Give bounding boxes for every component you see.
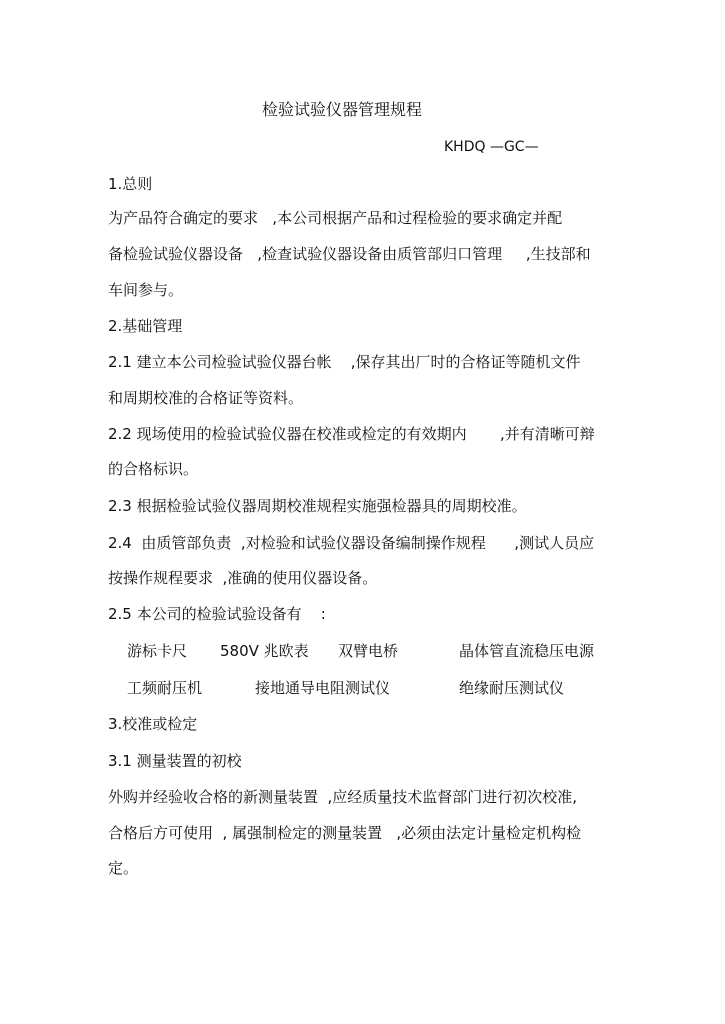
section-heading-1: 1.总则 [108,175,153,193]
paragraph-line: 和周期校准的合格证等资料。 [108,389,304,407]
paragraph-line: 车间参与。 [108,281,184,299]
paragraph-line: 2.1 建立本公司检验试验仪器台帐 ,保存其出厂时的合格证等随机文件 [108,353,581,371]
paragraph-line: 2.2 现场使用的检验试验仪器在校准或检定的有效期内 ,并有清晰可辩 [108,425,595,443]
equipment-item: 工频耐压机 [127,679,203,697]
paragraph-line: 定。 [108,859,139,877]
paragraph-line: 2.5 本公司的检验试验设备有 : [108,605,326,623]
equipment-item: 游标卡尺 [127,642,188,660]
paragraph-line: 外购并经验收合格的新测量装置 ,应经质量技术监督部门进行初次校准, [108,788,578,806]
equipment-item: 绝缘耐压测试仪 [459,679,565,697]
equipment-item: 晶体管直流稳压电源 [459,642,595,660]
section-heading-3: 3.校准或检定 [108,715,198,733]
equipment-item: 接地通导电阻测试仪 [255,679,391,697]
paragraph-line: 2.3 根据检验试验仪器周期校准规程实施强检器具的周期校准。 [108,497,527,515]
paragraph-line: 合格后方可使用 , 属强制检定的测量装置 ,必须由法定计量检定机构检 [108,824,582,842]
paragraph-line: 3.1 测量装置的初校 [108,752,242,770]
equipment-item: 双臂电桥 [338,642,399,660]
paragraph-line: 按操作规程要求 ,准确的使用仪器设备。 [108,569,378,587]
paragraph-line: 2.4 由质管部负责 ,对检验和试验仪器设备编制操作规程 ,测试人员应 [108,534,595,552]
paragraph-line: 为产品符合确定的要求 ,本公司根据产品和过程检验的要求确定并配 [108,209,563,227]
equipment-row [0,641,725,661]
paragraph-line: 的合格标识。 [108,460,199,478]
document-title: 检验试验仪器管理规程 [262,100,423,119]
section-heading-2: 2.基础管理 [108,317,183,335]
equipment-row [0,678,725,698]
document-number: KHDQ —GC— [444,139,539,155]
paragraph-line: 备检验试验仪器设备 ,检查试验仪器设备由质管部归口管理 ,生技部和 [108,245,591,263]
equipment-item: 580V 兆欧表 [220,642,309,660]
